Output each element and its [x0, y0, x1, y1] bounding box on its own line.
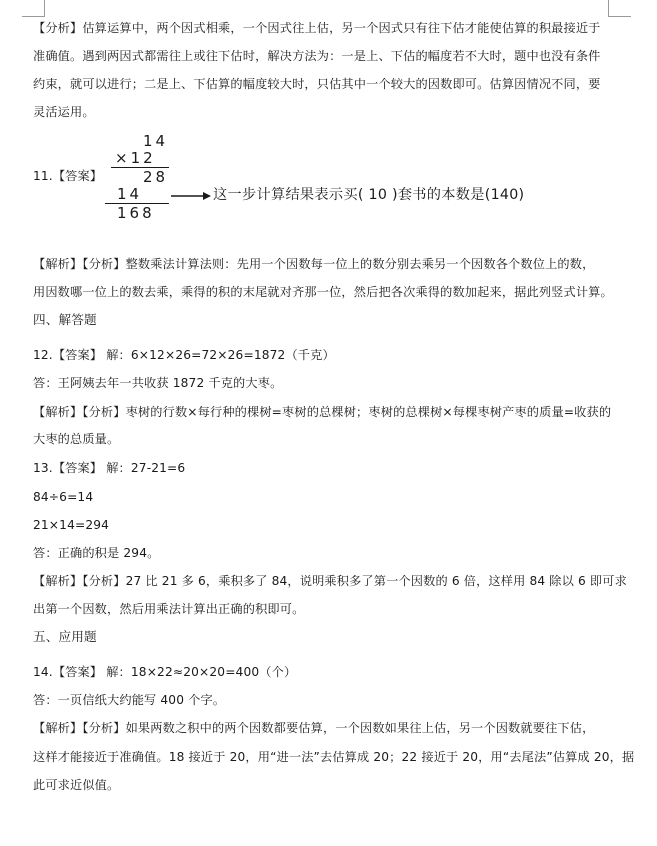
q11-analysis-line-2: 用因数哪一位上的数去乘，乘得的积的末尾就对齐那一位，然后把各次乘得的数加起来，据此列竖式计算。: [33, 285, 613, 299]
analysis-line-1: 【分析】估算运算中，两个因式相乘，一个因式往上估，另一个因式只有往下估才能使估算的积最接近于: [33, 21, 601, 35]
q13-step-3: 21×14=294: [33, 518, 110, 532]
calc-row-product: 168: [117, 204, 155, 222]
q13-analysis-line-2: 出第一个因数，然后用乘法计算出正确的积即可。: [33, 602, 305, 616]
arrow-right-icon: [171, 191, 211, 201]
q11-analysis-line-1: 【解析】【分析】整数乘法计算法则：先用一个因数每一位上的数分别去乘另一个因数各个数位上的数，: [33, 257, 595, 271]
q12-answer: 12.【答案】 解：6×12×26=72×26=1872（千克）: [33, 348, 335, 362]
q12-analysis-line-1: 【解析】【分析】枣树的行数×每行种的棵树=枣树的总棵树；枣树的总棵树×每棵枣树产枣的质量=收获的: [33, 405, 612, 419]
calc-row-partial-1: 28: [143, 168, 169, 186]
q11-answer-label: 11.【答案】: [33, 169, 103, 183]
q14-reply: 答：一页信纸大约能写 400 个字。: [33, 693, 226, 707]
q14-analysis-line-1: 【解析】【分析】如果两数之积中的两个因数都要估算，一个因数如果往上估，另一个因数就要往下估，: [33, 721, 595, 735]
q13-analysis-line-1: 【解析】【分析】27 比 21 多 6，乘积多了 84，说明乘积多了第一个因数的 6 倍，这样用 84 除以 6 即可求: [33, 574, 627, 588]
section-heading-5: 五、应用题: [33, 629, 97, 644]
vertical-multiplication: [105, 131, 555, 223]
q14-analysis-line-3: 此可求近似值。: [33, 778, 120, 792]
q14-answer: 14.【答案】 解：18×22≈20×20=400（个）: [33, 665, 297, 679]
analysis-line-4: 灵活运用。: [33, 105, 95, 119]
page-corner-mark-left: [22, 0, 45, 17]
analysis-line-3: 约束，就可以进行；二是上、下估算的幅度较大时，只估其中一个较大的因数即可。估算因情况不同，要: [33, 77, 601, 91]
q13-answer: 13.【答案】 解：27-21=6: [33, 461, 186, 475]
calc-annotation: 这一步计算结果表示买( 10 )套书的本数是(140): [213, 187, 525, 203]
q12-reply: 答：王阿姨去年一共收获 1872 千克的大枣。: [33, 376, 283, 390]
analysis-line-2: 准确值。遇到两因式都需往上或往下估时，解决方法为：一是上、下估的幅度若不大时，题中也没有条件: [33, 49, 601, 63]
q14-analysis-line-2: 这样才能接近于准确值。18 接近于 20，用“进一法”去估算成 20；22 接近于 20，用“去尾法”估算成 20，据: [33, 750, 635, 764]
q13-reply: 答：正确的积是 294。: [33, 546, 160, 560]
calc-row-multiplier: ×12: [115, 149, 156, 167]
q12-analysis-line-2: 大枣的总质量。: [33, 432, 120, 446]
calc-row-partial-2: 14: [117, 185, 143, 203]
section-heading-4: 四、解答题: [33, 312, 97, 327]
calc-row-multiplicand: 14: [143, 132, 169, 150]
page-corner-mark-right: [608, 0, 631, 17]
q13-step-2: 84÷6=14: [33, 490, 94, 504]
